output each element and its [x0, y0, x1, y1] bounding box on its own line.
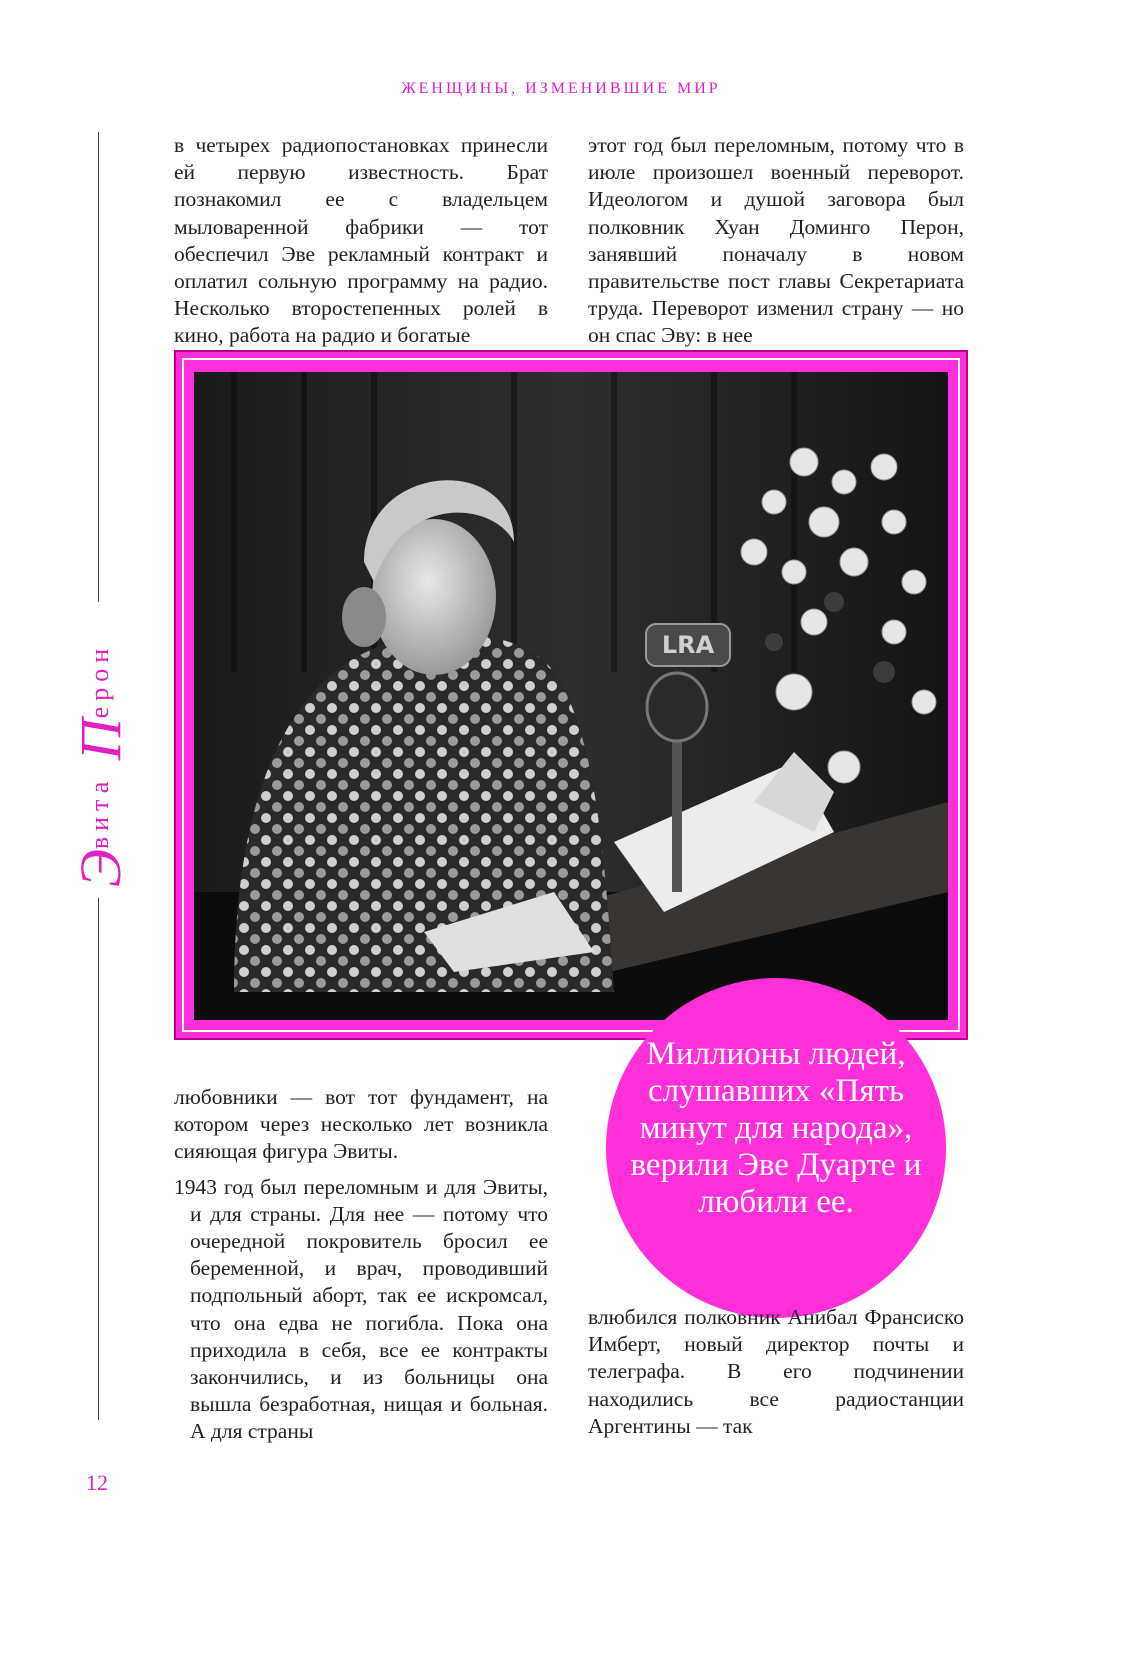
- pull-quote-circle: [606, 978, 946, 1318]
- side-title-rest-1: вита: [85, 775, 114, 850]
- paragraph: любовники — вот тот фундамент, на котором через несколько лет возникла сияющая фигура Эвиты.: [174, 1085, 548, 1164]
- side-title: [60, 600, 140, 930]
- side-title-cap-1: Э: [67, 849, 133, 888]
- paragraph: 1943 год был переломным и для Эвиты, и для страны. Для нее — потому что очередной покровитель бросил ее беременной, и врач, проводивший подпольный аборт, так ее искромсал, что она едва не погибла. Пока она приходила в себя, все ее контракты закончились, и из больницы она вышла безработная, нищая и больная. А для страны: [174, 1174, 548, 1444]
- paragraph: влюбился полковник Анибал Франсиско Имберт, новый директор почты и телеграфа. В его подчинении находились все радиостанции Аргентины — так: [588, 1305, 964, 1438]
- running-head: ЖЕНЩИНЫ, ИЗМЕНИВШИЕ МИР: [401, 80, 721, 97]
- pull-quote: Миллионы людей, слушавших «Пять минут для народа», верили Эве Дуарте и любили ее.: [630, 1035, 922, 1220]
- paragraph: этот год был переломным, потому что в июле произошел военный переворот. Идеологом и душой заговора был полковник Хуан Доминго Перон, занявший поначалу в новом правительстве пост главы Секретариата труда. Переворот изменил страну — но он спас Эву: в нее: [588, 133, 964, 348]
- microphone-label: LRA: [661, 631, 715, 659]
- side-title-rest-2: ерон: [85, 642, 114, 719]
- column-top-right: [588, 132, 964, 350]
- side-rule-bottom: [98, 898, 99, 1420]
- side-title-cap-2: П: [67, 718, 133, 761]
- column-bottom-right: [588, 1304, 964, 1440]
- paragraph: в четырех радиопостановках принесли ей первую известность. Брат познакомил ее с владельцем мыловаренной фабрики — тот обеспечил Эве рекламный контракт и оплатил сольную программу на радио. Несколько второстепенных ролей в кино, работа на радио и богатые: [174, 133, 548, 348]
- column-top-left: [174, 132, 548, 350]
- photo-woman-at-microphone: [194, 372, 948, 1020]
- page-number: 12: [86, 1470, 108, 1495]
- side-rule-top: [98, 132, 99, 602]
- column-bottom-left: [174, 1084, 548, 1446]
